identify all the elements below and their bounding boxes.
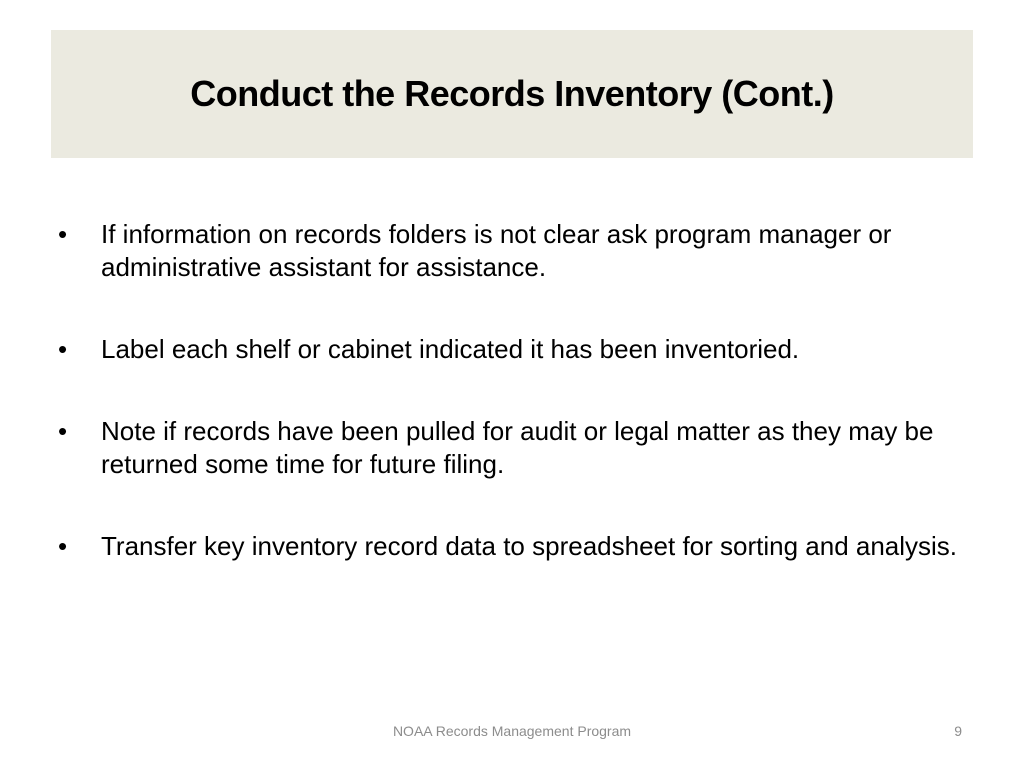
slide-title: Conduct the Records Inventory (Cont.): [190, 73, 834, 114]
footer-text: NOAA Records Management Program: [392, 723, 632, 739]
bullet-item: [58, 415, 958, 481]
bullet-list: [58, 218, 958, 612]
bullet-text: Label each shelf or cabinet indicated it has been inventoried.: [101, 334, 800, 364]
bullet-icon: •: [58, 219, 68, 249]
bullet-item: [58, 333, 958, 366]
bullet-text: Transfer key inventory record data to spreadsheet for sorting and analysis.: [101, 531, 958, 561]
bullet-icon: •: [58, 334, 68, 364]
title-band: [51, 30, 973, 158]
bullet-icon: •: [58, 531, 68, 561]
bullet-text: If information on records folders is not clear ask program manager or administrative assistant for assistance.: [101, 219, 892, 282]
bullet-icon: •: [58, 416, 68, 446]
bullet-text: Note if records have been pulled for audit or legal matter as they may be returned some time for future filing.: [101, 416, 934, 479]
bullet-item: [58, 218, 958, 284]
page-number: 9: [954, 723, 962, 739]
bullet-item: [58, 530, 958, 563]
